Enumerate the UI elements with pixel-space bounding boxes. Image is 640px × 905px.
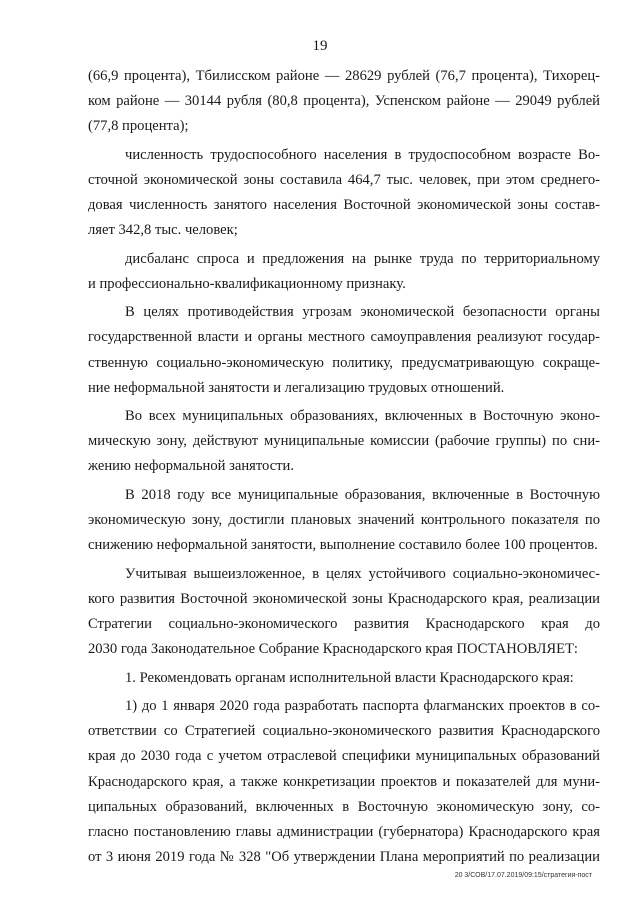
text-line: 1) до 1 января 2020 года разработать паспорта флагманских проектов в со- — [125, 698, 600, 715]
text-line: гласно постановлению главы администрации (губернатора) Краснодарского края — [88, 823, 600, 840]
text-line: мическую зону, действуют муниципальные комиссии (рабочие группы) по сни- — [88, 433, 600, 450]
text-line: снижению неформальной занятости, выполнение составило более 100 процентов. — [88, 537, 598, 554]
text-line: (77,8 процента); — [88, 118, 189, 135]
paragraph — [88, 483, 600, 558]
text-line: края до 2030 года с учетом отраслевой специфики муниципальных образований — [88, 748, 600, 765]
text-line: ляет 342,8 тыс. человек; — [88, 222, 238, 239]
text-line: Учитывая вышеизложенное, в целях устойчивого социально-экономичес- — [125, 565, 600, 582]
text-line: Краснодарского края, а также конкретизации проектов и показателей для муни- — [88, 773, 600, 790]
text-line: ком районе — 30144 рубля (80,8 процента), Успенском районе — 29049 рублей — [88, 93, 600, 110]
text-line: от 3 июня 2019 года № 328 "Об утверждении Плана мероприятий по реализации — [88, 848, 600, 865]
document-body — [88, 64, 600, 873]
text-line: жению неформальной занятости. — [88, 458, 295, 475]
text-line: Стратегии социально-экономического развития Краснодарского края до — [88, 615, 600, 632]
text-line: ние неформальной занятости и легализацию трудовых отношений. — [88, 379, 505, 396]
text-line: 1. Рекомендовать органам исполнительной власти Краснодарского края: — [125, 669, 574, 686]
paragraph — [88, 562, 600, 662]
text-line: В 2018 году все муниципальные образования, включенные в Восточную — [125, 487, 600, 503]
text-line: дисбаланс спроса и предложения на рынке труда по территориальному — [125, 250, 600, 267]
paragraph — [88, 143, 600, 243]
paragraph — [88, 64, 600, 139]
paragraph — [88, 300, 600, 400]
text-line: ответствии со Стратегией социально-экономического развития Краснодарского — [88, 723, 600, 740]
text-line: (66,9 процента), Тбилисском районе — 28629 рублей (76,7 процента), Тихорец- — [88, 68, 600, 84]
text-line: ципальных образований, включенных в Восточную экономическую зону, со- — [88, 798, 600, 815]
text-line: численность трудоспособного населения в трудоспособном возрасте Во- — [125, 146, 600, 163]
paragraph — [88, 666, 600, 691]
text-line: сточной экономической зоны составила 464,7 тыс. человек, при этом среднего- — [88, 171, 600, 188]
text-line: и профессионально-квалификационному признаку. — [88, 275, 406, 292]
paragraph — [88, 404, 600, 479]
page-number: 19 — [312, 38, 328, 54]
paragraph — [88, 694, 600, 870]
text-line: экономическую зону, достигли плановых значений контрольного показателя по — [88, 512, 600, 529]
text-line: 2030 года Законодательное Собрание Краснодарского края ПОСТАНОВЛЯЕТ: — [88, 641, 578, 658]
text-line: государственной власти и органы местного самоуправления реализуют государ- — [88, 329, 600, 346]
text-line: кого развития Восточной экономической зоны Краснодарского края, реализации — [88, 590, 600, 607]
text-line: ственную социально-экономическую политику, предусматривающую сокраще- — [88, 354, 600, 371]
text-line: Во всех муниципальных образованиях, включенных в Восточную эконо- — [125, 408, 600, 425]
paragraph — [88, 247, 600, 297]
footer-code: 20 3/СОВ/17.07.2019/09:15/стратегия-пост — [454, 872, 592, 879]
text-line: довая численность занятого населения Восточной экономической зоны состав- — [88, 196, 600, 213]
text-line: В целях противодействия угрозам экономической безопасности органы — [125, 304, 600, 321]
